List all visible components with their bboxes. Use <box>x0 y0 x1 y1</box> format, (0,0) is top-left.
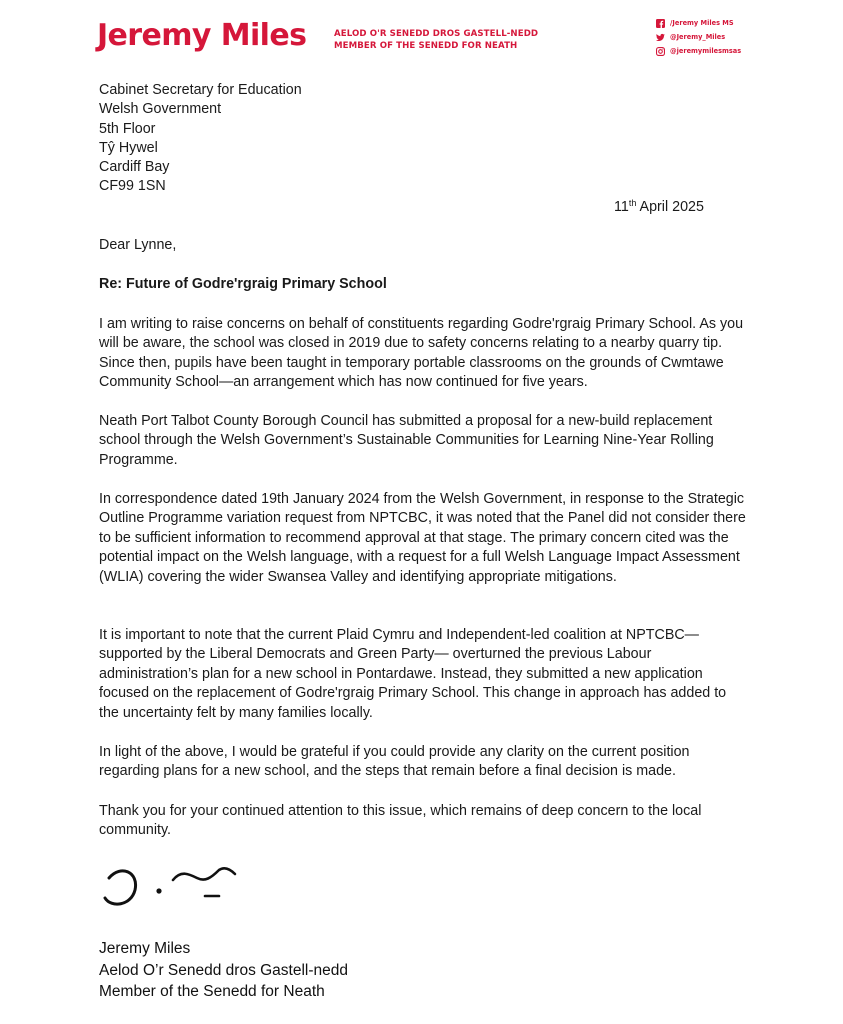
social-facebook[interactable] <box>656 16 741 30</box>
signoff-block <box>99 938 348 1003</box>
handwritten-signature <box>99 858 249 918</box>
letter-date <box>614 199 704 215</box>
social-links <box>656 16 741 58</box>
signoff-name: Jeremy Miles <box>99 940 191 957</box>
body-paragraph: Thank you for your continued attention to this issue, which remains of deep concern to the local community. <box>99 803 702 839</box>
social-instagram[interactable] <box>656 44 741 58</box>
address-line: Tŷ Hywel <box>99 139 158 156</box>
instagram-icon <box>656 47 665 56</box>
facebook-handle: /Jeremy Miles MS <box>670 19 734 27</box>
date-suffix: th <box>628 198 637 208</box>
signoff-title-welsh: Aelod O’r Senedd dros Gastell-nedd <box>99 961 349 979</box>
recipient-address <box>99 81 302 197</box>
twitter-handle: @Jeremy_Miles <box>670 33 726 41</box>
address-line: 5th Floor <box>99 120 156 137</box>
social-twitter[interactable] <box>656 30 741 44</box>
facebook-icon <box>656 19 665 28</box>
address-line: CF99 1SN <box>99 178 166 195</box>
body-paragraph: I am writing to raise concerns on behalf of constituents regarding Godre'rgraig Primary School. As you will be aware, the school was closed in 2019 due to safety concerns relating to a nearby quarry tip. Since then, pupils have been taught in temporary portable classrooms on the grounds of Cwmtawe Community School—an arrangement which has now continued for five years. <box>99 316 744 391</box>
signoff-title-english: Member of the Senedd for Neath <box>99 983 325 1000</box>
letterhead-tagline <box>334 28 538 52</box>
body-paragraph: It is important to note that the current Plaid Cymru and Independent-led coalition at NPTCBC—supported by the Liberal Democrats and Green Party— overturned the previous Labour administration’s plan for a new school in Pontardawe. Instead, they submitted a new application focused on the replacement of Godre'rgraig Primary School. This change in approach has added to the uncertainty felt by many families locally. <box>99 627 727 721</box>
tagline-welsh: AELOD O'R SENEDD DROS GASTELL-NEDD <box>334 29 539 39</box>
address-line: Cardiff Bay <box>99 159 170 176</box>
body-paragraph: Neath Port Talbot County Borough Council has submitted a proposal for a new-build replacement school through the Welsh Government’s Sustainable Communities for Learning Nine-Year Rolling Programme. <box>99 413 714 468</box>
letterhead-name: Jeremy Miles <box>97 18 307 53</box>
date-day: 11 <box>614 199 629 215</box>
body-paragraph: In correspondence dated 19th January 2024 from the Welsh Government, in response to the Strategic Outline Programme variation request from NPTCBC, it was noted that the Panel did not consider there to be sufficient information to recommend approval at that stage. The primary concern cited was the potential impact on the Welsh language, with a request for a full Welsh Language Impact Assessment (WLIA) covering the wider Swansea Valley and identifying appropriate mitigations. <box>99 491 746 585</box>
body-paragraph: In light of the above, I would be grateful if you could provide any clarity on the current position regarding plans for a new school, and the steps that remain before a final decision is made. <box>99 744 690 780</box>
date-month-year: April 2025 <box>636 199 704 215</box>
instagram-handle: @jeremymilesmsas <box>670 47 742 55</box>
address-line: Welsh Government <box>99 101 222 118</box>
salutation: Dear Lynne, <box>99 237 177 253</box>
subject-line: Re: Future of Godre'rgraig Primary School <box>99 276 387 292</box>
address-line: Cabinet Secretary for Education <box>99 82 302 98</box>
tagline-english: MEMBER OF THE SENEDD FOR NEATH <box>334 41 518 51</box>
twitter-icon <box>656 33 665 42</box>
